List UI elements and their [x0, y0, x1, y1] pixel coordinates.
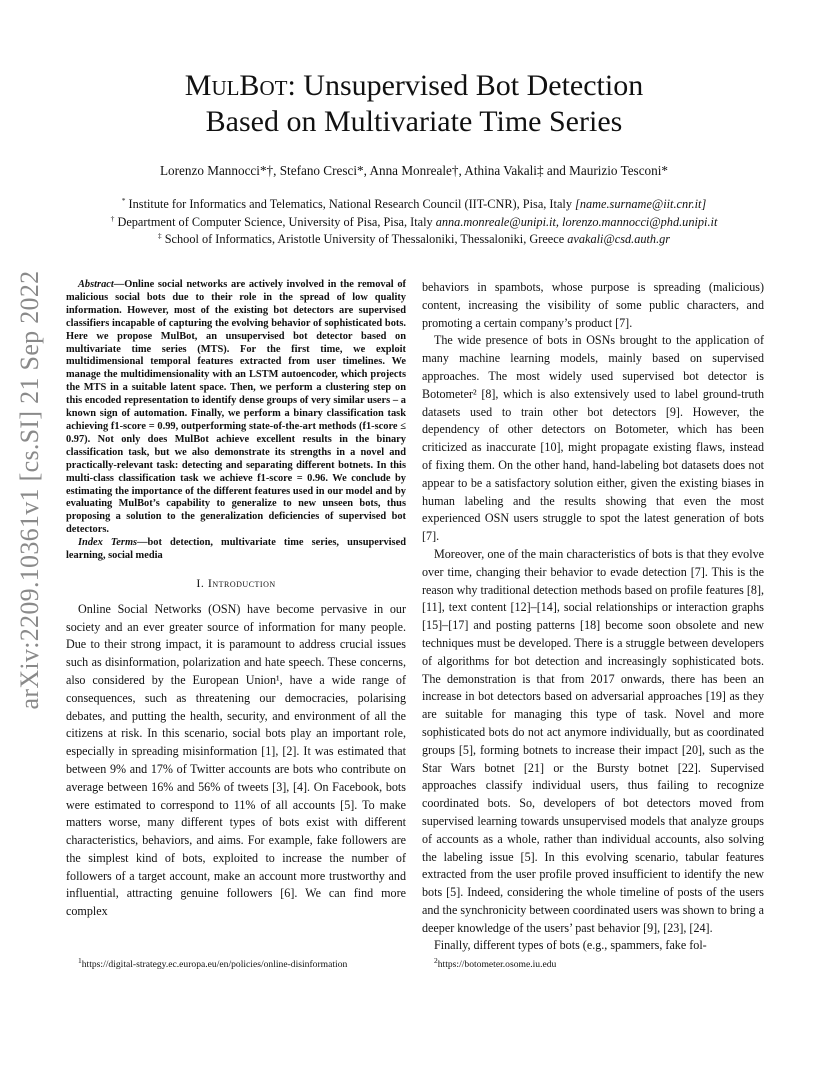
intro-paragraph-2: The wide presence of bots in OSNs brought to the application of many machine learning models, mainly based on supervised approaches. The most widely used supervised bot detector is Botometer² [8], which is also extensively used to label ground-truth datasets used to train other bot detectors [9]. However, the dependency of other detectors on Botometer, which has been criticized as inaccurate [10], might propagate existing flaws, instead of fixing them. On the other hand, hand-labeling bot datasets does not appear to be a satisfactory solution either, given the existing biases in human labeling and the results showing that even the most experienced OSN users struggle to spot the latest generation of bots [7].: [422, 333, 764, 544]
abstract: [66, 279, 406, 537]
right-column: [422, 279, 764, 955]
index-terms: [66, 537, 406, 563]
affiliation-email: [name.surname@iit.cnr.it]: [575, 197, 707, 211]
intro-paragraph-continued: behaviors in spambots, whose purpose is spreading (malicious) content, increasing the visibility of some public characters, and promoting a certain company’s product [7].: [422, 280, 764, 330]
section-heading-introduction: [66, 575, 406, 593]
intro-paragraph-1: Online Social Networks (OSN) have become pervasive in our society and an ever greater source of information for many people. Due to their strong impact, it is paramount to address crucial issues such as disinformation, polarization and hate speech. These concerns, also considered by the European Union¹, have a wide range of consequences, such as threatening our democracies, polarising debates, and putting the health, security, and environment of all the citizens at risk. In this scenario, social bots play an important role, especially in spreading misinformation [1], [2]. It was estimated that between 9% and 17% of Twitter accounts are bots who contribute on average between 16% and 56% of tweets [3], [4]. On Facebook, bots were estimated to correspond to 11% of all accounts [5]. To make matters worse, many different types of bots exist with different characteristics, behaviors, and aims. For example, fake followers are the simplest kind of bots, exploited to increase the number of followers of a target account, make an account more trustworthy and influential, attracting genuine followers [6]. We can find more complex: [66, 601, 406, 919]
affiliation-text: Department of Computer Science, University of Pisa, Pisa, Italy: [117, 214, 436, 229]
affiliation-mark: *: [121, 195, 126, 205]
title-line2: Based on Multivariate Time Series: [205, 105, 623, 138]
affiliation-mark: †: [110, 213, 115, 223]
footnote-link[interactable]: https://digital-strategy.ec.europa.eu/en/policies/online-disinformation: [81, 959, 348, 970]
paper-title: [110, 68, 718, 140]
footnote-mark: 1: [78, 955, 82, 965]
abstract-body: —Online social networks are actively involved in the removal of malicious social bots due to their role in the spread of low quality information. However, most of the existing bot detectors are supervised classifiers incapable of capturing the evolving behavior of sophisticated bots. Here we propose MulBot, an unsupervised bot detector based on multivariate time series (MTS). For the first time, we exploit multidimensional temporal features extracted from user timelines. We manage the multidimensionality with an LSTM autoencoder, which projects the MTS in a suitable latent space. Then, we perform a clustering step on this encoded representation to identify dense groups of very similar users – a known sign of automation. Finally, we perform a binary classification task achieving f1-score = 0.99, outperforming state-of-the-art methods (f1-score ≤ 0.97). Not only does MulBot achieve excellent results in the binary classification task, but we also demonstrate its strengths in a novel and practically-relevant task: detecting and separating different botnets. In this multi-class classification task we achieve f1-score = 0.96. We conclude by estimating the importance of the different features used in our model and by evaluating MulBot’s capability to generalize to new unseen bots, thus proposing a solution to the generalization deficiencies of supervised bot detectors.: [66, 279, 406, 536]
author-list: Lorenzo Mannocci*†, Stefano Cresci*, Anna Monreale†, Athina Vakali‡ and Maurizio Tesconi*: [159, 163, 668, 178]
abstract-label: Abstract: [78, 279, 114, 290]
title-system-name: MulBot: [184, 69, 288, 102]
affiliations: [50, 196, 778, 249]
footnote-2: [434, 955, 557, 971]
affiliation-text: School of Informatics, Aristotle University of Thessaloniki, Thessaloniki, Greece: [164, 232, 568, 246]
section-numeral: I.: [196, 575, 208, 590]
affiliation-unipi: [50, 214, 778, 232]
arxiv-identifier: arXiv:2209.10361v1 [cs.SI] 21 Sep 2022: [15, 270, 44, 710]
affiliation-mark: ‡: [157, 230, 162, 240]
index-terms-body: —bot detection, multivariate time series, unsupervised learning, social media: [66, 537, 406, 562]
affiliation-text: Institute for Informatics and Telematics, National Research Council (IIT-CNR), Pisa, Italy: [128, 197, 576, 211]
footnote-1: [78, 955, 348, 971]
title-line1-rest: : Unsupervised Bot Detection: [287, 69, 644, 102]
affiliation-email: anna.monreale@unipi.it, lorenzo.mannocci@phd.unipi.it: [435, 214, 718, 229]
footnote-mark: 2: [434, 955, 438, 965]
left-column: [66, 279, 406, 921]
intro-paragraph-4: Finally, different types of bots (e.g., spammers, fake fol-: [434, 938, 707, 953]
footnote-link[interactable]: https://botometer.osome.iu.edu: [437, 959, 557, 970]
affiliation-iit-cnr: [50, 196, 778, 214]
index-terms-label: Index Terms: [78, 537, 138, 549]
affiliation-auth: [50, 231, 778, 249]
section-name: Introduction: [207, 575, 276, 590]
intro-paragraph-3: Moreover, one of the main characteristics of bots is that they evolve over time, changing their behavior to evade detection [7]. This is the reason why traditional detection methods based on profile features [8], [11], text content [12]–[14], social relationships or interaction graphs [15]–[17] and posting patterns [18] become soon obsolete and new techniques must be developed. There is a struggle between developers of algorithms for bot detection and increasingly sophisticated bots. The demonstration is that from 2017 onwards, there has been an increase in bot detectors based on adversarial approaches [19] as they are suitable for managing this type of task. Novel and more sophisticated bots do not act anymore individually, but as coordinated groups [5], forming botnets to increase their impact [20], such as the Star Wars botnet [21] or the Bursty botnet [22]. Supervised approaches classify individual users, thus failing to recognize coordinated bots. So, developers of bot detectors moved from supervised learning towards unsupervised models that analyze groups of accounts as a whole, rather than individual accounts, also solving the labeling issue [5]. In this evolving scenario, tabular features extracted from the user profile proved insufficient to identify the new bots [5]. Indeed, considering the whole timeline of posts of the users and the synchronicity between coordinated users was shown to bring a deeper knowledge of the users’ past behavior [9], [23], [24].: [422, 546, 764, 935]
affiliation-email: avakali@csd.auth.gr: [567, 232, 671, 246]
arxiv-sidebar-stamp: [10, 270, 50, 710]
